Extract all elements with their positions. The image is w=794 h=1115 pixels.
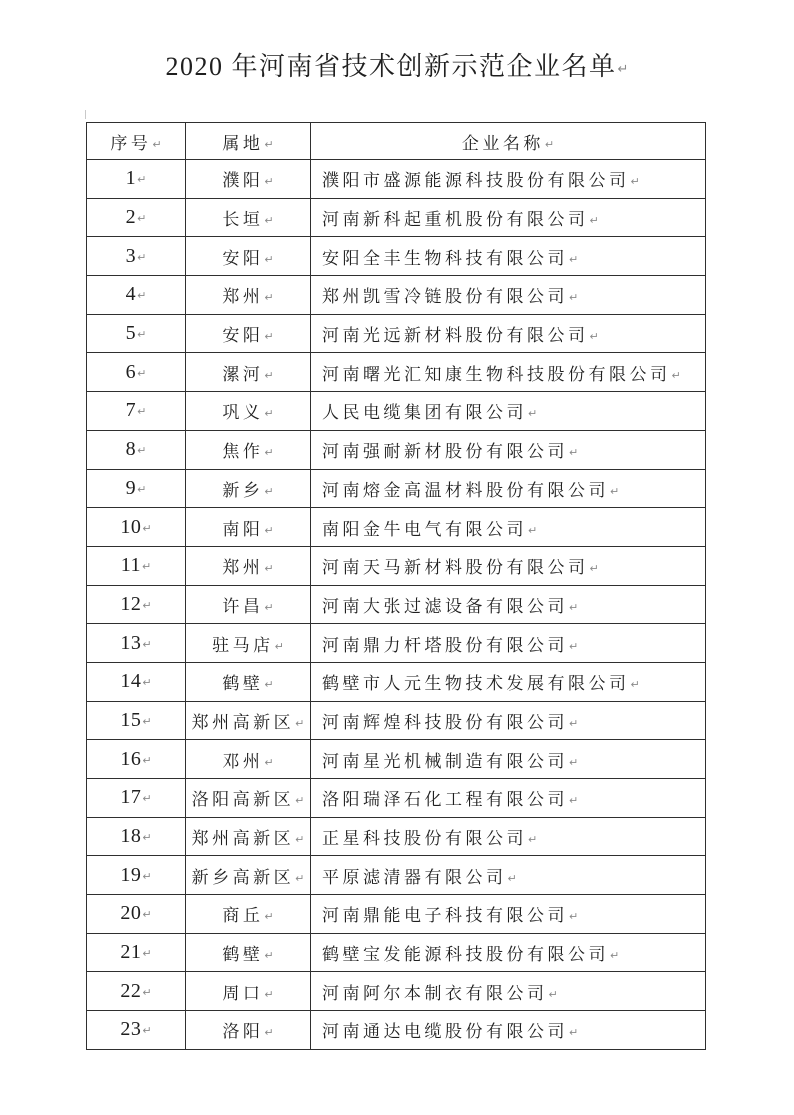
row-company bbox=[311, 198, 706, 237]
row-company-text: 洛阳瑞泽石化工程有限公司 bbox=[322, 790, 568, 810]
paragraph-mark: ↵ bbox=[142, 676, 152, 690]
row-company-text: 河南强耐新材股份有限公司 bbox=[322, 442, 568, 462]
paragraph-mark: ↵ bbox=[264, 407, 274, 421]
paragraph-mark: ↵ bbox=[589, 214, 599, 228]
row-region bbox=[186, 585, 311, 624]
paragraph-mark: ↵ bbox=[137, 444, 147, 458]
row-company bbox=[311, 779, 706, 818]
paragraph-mark: ↵ bbox=[544, 137, 555, 151]
paragraph-mark: ↵ bbox=[142, 792, 152, 806]
paragraph-mark: ↵ bbox=[295, 871, 305, 885]
row-region-text: 巩义 bbox=[222, 403, 264, 423]
row-company-text: 郑州凯雪冷链股份有限公司 bbox=[322, 287, 568, 307]
row-number-text: 17 bbox=[120, 786, 142, 809]
table-row bbox=[87, 508, 706, 547]
paragraph-mark: ↵ bbox=[264, 987, 274, 1001]
row-region-text: 郑州 bbox=[222, 558, 264, 578]
row-number bbox=[87, 198, 186, 237]
row-company-text: 河南熔金高温材料股份有限公司 bbox=[322, 480, 609, 500]
row-company-text: 河南天马新材料股份有限公司 bbox=[322, 558, 589, 578]
row-number bbox=[87, 701, 186, 740]
row-company bbox=[311, 469, 706, 508]
column-header-region bbox=[186, 123, 311, 160]
paragraph-mark: ↵ bbox=[264, 949, 274, 963]
paragraph-mark: ↵ bbox=[264, 446, 274, 460]
row-number bbox=[87, 1011, 186, 1050]
row-number-text: 6 bbox=[125, 360, 137, 383]
row-company bbox=[311, 585, 706, 624]
row-region-text: 周口 bbox=[222, 983, 264, 1003]
paragraph-mark: ↵ bbox=[507, 871, 517, 885]
paragraph-mark: ↵ bbox=[630, 678, 640, 692]
column-header-company bbox=[311, 123, 706, 160]
row-company bbox=[311, 933, 706, 972]
row-number bbox=[87, 740, 186, 779]
page-title bbox=[0, 46, 794, 83]
row-company bbox=[311, 546, 706, 585]
row-number bbox=[87, 895, 186, 934]
row-region-text: 邓州 bbox=[222, 751, 264, 771]
row-number-text: 9 bbox=[125, 476, 137, 499]
row-region bbox=[186, 1011, 311, 1050]
row-number-text: 13 bbox=[120, 631, 142, 654]
paragraph-mark: ↵ bbox=[264, 484, 274, 498]
paragraph-mark: ↵ bbox=[142, 637, 152, 651]
paragraph-mark: ↵ bbox=[142, 753, 152, 767]
table-row bbox=[87, 779, 706, 818]
row-number-text: 2 bbox=[125, 206, 137, 229]
paragraph-mark: ↵ bbox=[137, 366, 147, 380]
row-region-text: 焦作 bbox=[222, 442, 264, 462]
row-company-text: 正星科技股份有限公司 bbox=[322, 829, 527, 849]
row-company-text: 河南大张过滤设备有限公司 bbox=[322, 596, 568, 616]
paragraph-mark: ↵ bbox=[142, 560, 152, 574]
row-company bbox=[311, 160, 706, 199]
table-row bbox=[87, 430, 706, 469]
row-company bbox=[311, 392, 706, 431]
row-number-text: 1 bbox=[125, 167, 137, 190]
paragraph-mark: ↵ bbox=[569, 446, 579, 460]
paragraph-mark: ↵ bbox=[264, 562, 274, 576]
paragraph-mark: ↵ bbox=[142, 831, 152, 845]
row-region-text: 新乡 bbox=[222, 480, 264, 500]
row-region bbox=[186, 237, 311, 276]
row-company bbox=[311, 856, 706, 895]
table-row bbox=[87, 276, 706, 315]
row-region-text: 濮阳 bbox=[222, 171, 264, 191]
row-company bbox=[311, 237, 706, 276]
paragraph-mark: ↵ bbox=[264, 368, 274, 382]
row-company bbox=[311, 353, 706, 392]
row-region bbox=[186, 972, 311, 1011]
column-header-region-text: 属地 bbox=[222, 133, 264, 153]
row-region-text: 安阳 bbox=[222, 248, 264, 268]
table-row bbox=[87, 314, 706, 353]
row-region bbox=[186, 817, 311, 856]
row-number bbox=[87, 972, 186, 1011]
row-company bbox=[311, 701, 706, 740]
row-number-text: 3 bbox=[125, 244, 137, 267]
row-region-text: 安阳 bbox=[222, 326, 264, 346]
paragraph-mark: ↵ bbox=[264, 137, 274, 151]
row-region bbox=[186, 933, 311, 972]
table-row bbox=[87, 817, 706, 856]
row-region-text: 长垣 bbox=[222, 210, 264, 230]
row-region-text: 商丘 bbox=[222, 906, 264, 926]
table-row bbox=[87, 895, 706, 934]
row-region-text: 郑州高新区 bbox=[191, 712, 295, 732]
row-region-text: 郑州高新区 bbox=[191, 829, 295, 849]
row-company-text: 河南辉煌科技股份有限公司 bbox=[322, 712, 568, 732]
table-row bbox=[87, 198, 706, 237]
row-company-text: 河南鼎力杆塔股份有限公司 bbox=[322, 635, 568, 655]
paragraph-mark: ↵ bbox=[264, 291, 274, 305]
paragraph-mark: ↵ bbox=[569, 755, 579, 769]
paragraph-mark: ↵ bbox=[142, 714, 152, 728]
paragraph-mark: ↵ bbox=[142, 521, 152, 535]
paragraph-mark: ↵ bbox=[528, 833, 538, 847]
row-number-text: 7 bbox=[125, 399, 137, 422]
table-handle-icon bbox=[85, 110, 86, 119]
row-region-text: 洛阳 bbox=[222, 1022, 264, 1042]
row-company-text: 河南阿尔本制衣有限公司 bbox=[322, 983, 548, 1003]
row-number bbox=[87, 276, 186, 315]
paragraph-mark: ↵ bbox=[569, 252, 579, 266]
row-company bbox=[311, 430, 706, 469]
paragraph-mark: ↵ bbox=[264, 330, 274, 344]
page-title-text: 2020 年河南省技术创新示范企业名单 bbox=[165, 52, 617, 81]
table-row bbox=[87, 353, 706, 392]
paragraph-mark: ↵ bbox=[610, 484, 620, 498]
row-number-text: 18 bbox=[120, 825, 142, 848]
table-row bbox=[87, 1011, 706, 1050]
row-number-text: 22 bbox=[120, 979, 142, 1002]
row-number-text: 5 bbox=[125, 322, 137, 345]
paragraph-mark: ↵ bbox=[295, 794, 305, 808]
paragraph-mark: ↵ bbox=[137, 250, 147, 264]
row-region bbox=[186, 469, 311, 508]
row-region bbox=[186, 895, 311, 934]
row-number bbox=[87, 353, 186, 392]
row-number bbox=[87, 662, 186, 701]
paragraph-mark: ↵ bbox=[617, 62, 629, 77]
paragraph-mark: ↵ bbox=[264, 1026, 274, 1040]
enterprise-table bbox=[86, 122, 706, 1050]
row-number bbox=[87, 585, 186, 624]
row-company-text: 鹤壁宝发能源科技股份有限公司 bbox=[322, 945, 609, 965]
paragraph-mark: ↵ bbox=[142, 869, 152, 883]
row-region bbox=[186, 546, 311, 585]
column-header-no-text: 序号 bbox=[110, 133, 152, 153]
table-row bbox=[87, 933, 706, 972]
row-region-text: 驻马店 bbox=[212, 635, 274, 655]
row-region-text: 洛阳高新区 bbox=[191, 790, 295, 810]
row-number bbox=[87, 624, 186, 663]
table-row bbox=[87, 392, 706, 431]
paragraph-mark: ↵ bbox=[569, 291, 579, 305]
table-row bbox=[87, 469, 706, 508]
row-company bbox=[311, 662, 706, 701]
row-company bbox=[311, 972, 706, 1011]
row-region bbox=[186, 160, 311, 199]
table-row bbox=[87, 740, 706, 779]
row-region bbox=[186, 392, 311, 431]
row-company bbox=[311, 314, 706, 353]
row-region bbox=[186, 508, 311, 547]
paragraph-mark: ↵ bbox=[528, 407, 538, 421]
paragraph-mark: ↵ bbox=[264, 910, 274, 924]
row-number-text: 15 bbox=[120, 708, 142, 731]
row-company bbox=[311, 740, 706, 779]
row-region bbox=[186, 198, 311, 237]
row-region bbox=[186, 662, 311, 701]
row-number bbox=[87, 933, 186, 972]
row-company bbox=[311, 508, 706, 547]
row-number bbox=[87, 430, 186, 469]
row-company-text: 人民电缆集团有限公司 bbox=[322, 403, 527, 423]
paragraph-mark: ↵ bbox=[569, 794, 579, 808]
row-company-text: 濮阳市盛源能源科技股份有限公司 bbox=[322, 171, 630, 191]
row-number-text: 14 bbox=[120, 670, 142, 693]
row-region bbox=[186, 314, 311, 353]
row-region bbox=[186, 701, 311, 740]
row-company-text: 河南光远新材料股份有限公司 bbox=[322, 326, 589, 346]
paragraph-mark: ↵ bbox=[142, 598, 152, 612]
paragraph-mark: ↵ bbox=[295, 716, 305, 730]
row-region-text: 许昌 bbox=[222, 596, 264, 616]
table-row bbox=[87, 856, 706, 895]
row-company-text: 鹤壁市人元生物技术发展有限公司 bbox=[322, 674, 630, 694]
row-number bbox=[87, 508, 186, 547]
row-number-text: 12 bbox=[120, 592, 142, 615]
row-region bbox=[186, 740, 311, 779]
row-company-text: 河南鼎能电子科技有限公司 bbox=[322, 906, 568, 926]
paragraph-mark: ↵ bbox=[528, 523, 538, 537]
row-company bbox=[311, 817, 706, 856]
row-number-text: 20 bbox=[120, 902, 142, 925]
paragraph-mark: ↵ bbox=[671, 368, 681, 382]
paragraph-mark: ↵ bbox=[569, 639, 579, 653]
row-number bbox=[87, 392, 186, 431]
row-company-text: 南阳金牛电气有限公司 bbox=[322, 519, 527, 539]
row-number bbox=[87, 469, 186, 508]
table-header-row bbox=[87, 123, 706, 160]
paragraph-mark: ↵ bbox=[137, 212, 147, 226]
paragraph-mark: ↵ bbox=[569, 910, 579, 924]
paragraph-mark: ↵ bbox=[137, 482, 147, 496]
paragraph-mark: ↵ bbox=[548, 987, 558, 1001]
row-region-text: 鹤壁 bbox=[222, 674, 264, 694]
row-company bbox=[311, 895, 706, 934]
table-row bbox=[87, 585, 706, 624]
row-number-text: 10 bbox=[120, 515, 142, 538]
row-company-text: 河南星光机械制造有限公司 bbox=[322, 751, 568, 771]
row-number-text: 19 bbox=[120, 863, 142, 886]
row-number-text: 16 bbox=[120, 747, 142, 770]
row-company-text: 河南新科起重机股份有限公司 bbox=[322, 210, 589, 230]
row-region bbox=[186, 779, 311, 818]
paragraph-mark: ↵ bbox=[137, 289, 147, 303]
row-region-text: 南阳 bbox=[222, 519, 264, 539]
row-number-text: 11 bbox=[120, 554, 142, 577]
paragraph-mark: ↵ bbox=[589, 562, 599, 576]
paragraph-mark: ↵ bbox=[295, 833, 305, 847]
paragraph-mark: ↵ bbox=[264, 600, 274, 614]
table-row bbox=[87, 972, 706, 1011]
row-number-text: 8 bbox=[125, 438, 137, 461]
row-number-text: 23 bbox=[120, 1018, 142, 1041]
row-company-text: 河南通达电缆股份有限公司 bbox=[322, 1022, 568, 1042]
row-company bbox=[311, 276, 706, 315]
paragraph-mark: ↵ bbox=[142, 908, 152, 922]
row-company bbox=[311, 1011, 706, 1050]
row-region bbox=[186, 430, 311, 469]
row-region bbox=[186, 276, 311, 315]
row-company-text: 安阳全丰生物科技有限公司 bbox=[322, 248, 568, 268]
paragraph-mark: ↵ bbox=[142, 947, 152, 961]
paragraph-mark: ↵ bbox=[264, 214, 274, 228]
row-company-text: 平原滤清器有限公司 bbox=[322, 867, 507, 887]
row-region-text: 郑州 bbox=[222, 287, 264, 307]
paragraph-mark: ↵ bbox=[137, 405, 147, 419]
table-row bbox=[87, 624, 706, 663]
paragraph-mark: ↵ bbox=[264, 523, 274, 537]
paragraph-mark: ↵ bbox=[137, 328, 147, 342]
paragraph-mark: ↵ bbox=[264, 175, 274, 189]
row-region bbox=[186, 856, 311, 895]
table-body bbox=[87, 160, 706, 1050]
row-number bbox=[87, 314, 186, 353]
paragraph-mark: ↵ bbox=[264, 678, 274, 692]
row-number-text: 4 bbox=[125, 283, 137, 306]
paragraph-mark: ↵ bbox=[264, 252, 274, 266]
table-row bbox=[87, 160, 706, 199]
row-number bbox=[87, 237, 186, 276]
paragraph-mark: ↵ bbox=[569, 600, 579, 614]
row-number bbox=[87, 160, 186, 199]
column-header-company-text: 企业名称 bbox=[461, 133, 544, 153]
row-region-text: 新乡高新区 bbox=[191, 867, 295, 887]
row-region-text: 鹤壁 bbox=[222, 945, 264, 965]
paragraph-mark: ↵ bbox=[610, 949, 620, 963]
table-row bbox=[87, 546, 706, 585]
row-number bbox=[87, 546, 186, 585]
table-header bbox=[87, 123, 706, 160]
row-company bbox=[311, 624, 706, 663]
row-region bbox=[186, 353, 311, 392]
column-header-no bbox=[87, 123, 186, 160]
paragraph-mark: ↵ bbox=[137, 173, 147, 187]
table-row bbox=[87, 662, 706, 701]
row-company-text: 河南曙光汇知康生物科技股份有限公司 bbox=[322, 364, 671, 384]
row-number-text: 21 bbox=[120, 941, 142, 964]
row-number bbox=[87, 856, 186, 895]
paragraph-mark: ↵ bbox=[274, 639, 284, 653]
row-region bbox=[186, 624, 311, 663]
paragraph-mark: ↵ bbox=[142, 985, 152, 999]
paragraph-mark: ↵ bbox=[630, 175, 640, 189]
paragraph-mark: ↵ bbox=[264, 755, 274, 769]
paragraph-mark: ↵ bbox=[589, 330, 599, 344]
row-number bbox=[87, 817, 186, 856]
table-row bbox=[87, 237, 706, 276]
paragraph-mark: ↵ bbox=[142, 1024, 152, 1038]
table-row bbox=[87, 701, 706, 740]
paragraph-mark: ↵ bbox=[152, 137, 162, 151]
paragraph-mark: ↵ bbox=[569, 716, 579, 730]
row-region-text: 漯河 bbox=[222, 364, 264, 384]
paragraph-mark: ↵ bbox=[569, 1026, 579, 1040]
row-number bbox=[87, 779, 186, 818]
